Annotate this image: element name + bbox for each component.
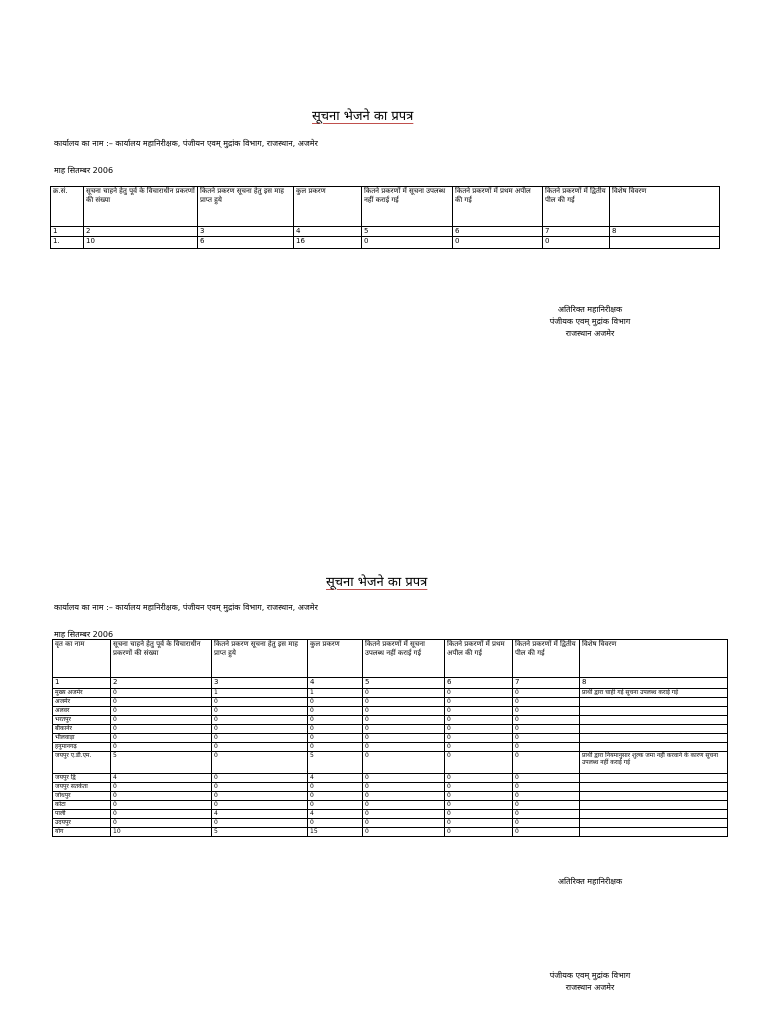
table-cell: 3: [198, 227, 294, 237]
table-row: [51, 227, 720, 237]
form2-header-cell: कितने प्रकरणों में सूचना उपलब्ध नहीं कराई गई: [363, 640, 445, 678]
table-cell: 0: [308, 725, 363, 734]
table-cell: 0: [362, 237, 453, 249]
table-cell: 4: [111, 774, 212, 783]
table-row: [53, 810, 728, 819]
table-row: [53, 698, 728, 707]
table-cell: 0: [445, 725, 513, 734]
table-cell: 0: [445, 698, 513, 707]
form1-title: सूचना भेजने का प्रपत्र: [312, 109, 414, 124]
table-cell: बीकानेर: [53, 725, 111, 734]
form1-header-cell: क्र.सं.: [51, 187, 84, 227]
table-row: [53, 734, 728, 743]
table-cell: 0: [212, 725, 308, 734]
form2-header-cell: सूचना चाहने हेतु पूर्व के विचाराधीन प्रकरणों की संख्या: [111, 640, 212, 678]
table-cell: [580, 792, 728, 801]
table-cell: 0: [513, 828, 580, 837]
table-row: [53, 801, 728, 810]
form1-header-row: [51, 187, 720, 227]
table-cell: योग: [53, 828, 111, 837]
form1-month-line: माह सितम्बर 2006: [54, 166, 114, 175]
table-row: [53, 743, 728, 752]
table-cell: 1.: [51, 237, 84, 249]
table-cell: 0: [212, 707, 308, 716]
table-cell: 15: [308, 828, 363, 837]
table-cell: [580, 810, 728, 819]
form1-header-cell: कितने प्रकरणों में द्वितीय पील की गई: [543, 187, 610, 227]
table-cell: भीलवाड़ा: [53, 734, 111, 743]
table-cell: 1: [51, 227, 84, 237]
table-cell: 0: [453, 237, 543, 249]
table-cell: 0: [363, 819, 445, 828]
table-cell: अलवर: [53, 707, 111, 716]
table-cell: 0: [111, 792, 212, 801]
table-cell: 2: [84, 227, 198, 237]
form1-header-cell: कितने प्रकरणों में प्रथम अपील की गई: [453, 187, 543, 227]
table-cell: 5: [212, 828, 308, 837]
table-cell: 0: [513, 752, 580, 774]
table-cell: 0: [513, 716, 580, 725]
table-row: [53, 783, 728, 792]
table-row: [53, 819, 728, 828]
form1-table: [50, 186, 720, 249]
table-cell: 0: [513, 698, 580, 707]
form2-header-cell: कितने प्रकरणों में प्रथम अपील की गई: [445, 640, 513, 678]
table-cell: 0: [212, 698, 308, 707]
table-cell: [580, 725, 728, 734]
table-row: [53, 678, 728, 689]
table-cell: 0: [111, 689, 212, 698]
table-cell: 0: [212, 819, 308, 828]
table-cell: 0: [363, 810, 445, 819]
table-cell: 0: [111, 810, 212, 819]
form2-header-cell: विशेष विवरण: [580, 640, 728, 678]
table-cell: 0: [212, 792, 308, 801]
table-cell: 0: [111, 707, 212, 716]
table-cell: [610, 237, 720, 249]
form1-header-cell: विशेष विवरण: [610, 187, 720, 227]
table-cell: भरतपुर: [53, 716, 111, 725]
table-cell: 0: [445, 801, 513, 810]
form1-header-cell: कितने प्रकरणों में सूचना उपलब्ध नहीं कराई गई: [362, 187, 453, 227]
table-cell: 0: [363, 828, 445, 837]
table-row: [53, 774, 728, 783]
form2-signature-bottom: [520, 970, 660, 994]
table-cell: 0: [445, 716, 513, 725]
form2-title: सूचना भेजने का प्रपत्र: [326, 575, 428, 590]
table-cell: 0: [111, 783, 212, 792]
table-cell: 0: [445, 810, 513, 819]
table-row: [53, 707, 728, 716]
table-cell: 0: [363, 689, 445, 698]
table-cell: 0: [212, 743, 308, 752]
table-cell: जयपुर ए.डी.एम.: [53, 752, 111, 774]
table-cell: 0: [445, 819, 513, 828]
signature-line: राजस्थान अजमेर: [565, 983, 615, 992]
table-cell: हनुमानगढ़: [53, 743, 111, 752]
table-cell: 0: [513, 689, 580, 698]
table-cell: 0: [363, 792, 445, 801]
table-cell: [580, 716, 728, 725]
table-cell: 0: [363, 801, 445, 810]
table-cell: 0: [445, 734, 513, 743]
table-cell: 8: [580, 678, 728, 689]
table-cell: 1: [212, 689, 308, 698]
table-cell: 0: [111, 698, 212, 707]
table-cell: 0: [513, 774, 580, 783]
table-cell: पाली: [53, 810, 111, 819]
table-cell: 0: [363, 698, 445, 707]
table-cell: 0: [308, 819, 363, 828]
table-cell: 6: [445, 678, 513, 689]
form2-month-line: माह सितम्बर 2006: [54, 630, 114, 639]
table-cell: 0: [111, 734, 212, 743]
table-cell: 4: [308, 810, 363, 819]
table-cell: 0: [308, 792, 363, 801]
table-cell: [580, 734, 728, 743]
form1-header-cell: सूचना चाहने हेतु पूर्व के विचाराधीन प्रकरणों की संख्या: [84, 187, 198, 227]
table-cell: 0: [308, 734, 363, 743]
table-cell: 0: [513, 783, 580, 792]
form2-header-cell: कितने प्रकरण सूचना हेतु इस माह प्राप्त हुये: [212, 640, 308, 678]
table-cell: 0: [212, 716, 308, 725]
table-cell: [580, 774, 728, 783]
table-cell: 0: [212, 783, 308, 792]
table-cell: 0: [212, 774, 308, 783]
table-cell: मुख्य अजमेर: [53, 689, 111, 698]
form1-header-cell: कितने प्रकरण सूचना हेतु इस माह प्राप्त हुये: [198, 187, 294, 227]
table-cell: 0: [445, 783, 513, 792]
table-cell: 0: [308, 698, 363, 707]
table-cell: जयपुर सतर्कता: [53, 783, 111, 792]
table-cell: 0: [308, 707, 363, 716]
table-cell: उदयपुर: [53, 819, 111, 828]
table-row: [53, 716, 728, 725]
table-cell: 0: [445, 743, 513, 752]
table-cell: 0: [111, 725, 212, 734]
form1-header-cell: कुल प्रकरण: [294, 187, 362, 227]
table-cell: [580, 698, 728, 707]
table-cell: 0: [513, 734, 580, 743]
table-cell: 8: [610, 227, 720, 237]
table-cell: 0: [513, 725, 580, 734]
table-cell: [580, 801, 728, 810]
signature-line: पंजीयक एवम् मुद्रांक विभाग: [549, 971, 631, 980]
table-row: [53, 792, 728, 801]
table-cell: 5: [111, 752, 212, 774]
table-cell: 5: [308, 752, 363, 774]
table-cell: 6: [198, 237, 294, 249]
table-cell: 16: [294, 237, 362, 249]
signature-line: राजस्थान अजमेर: [565, 329, 615, 338]
table-cell: 0: [212, 734, 308, 743]
table-cell: 2: [111, 678, 212, 689]
table-cell: 0: [513, 810, 580, 819]
table-cell: 0: [513, 792, 580, 801]
form2-table: [52, 639, 728, 837]
table-cell: 0: [363, 734, 445, 743]
table-cell: 0: [445, 828, 513, 837]
table-row: [51, 237, 720, 249]
table-cell: 0: [363, 707, 445, 716]
form2-header-cell: कुल प्रकरण: [308, 640, 363, 678]
table-cell: 0: [363, 752, 445, 774]
table-cell: 5: [363, 678, 445, 689]
table-cell: 1: [53, 678, 111, 689]
table-cell: 0: [363, 725, 445, 734]
table-cell: 3: [212, 678, 308, 689]
table-cell: 0: [445, 707, 513, 716]
table-cell: 0: [445, 752, 513, 774]
table-cell: [580, 819, 728, 828]
table-cell: 0: [111, 801, 212, 810]
table-cell: 4: [308, 678, 363, 689]
table-cell: 0: [513, 819, 580, 828]
table-cell: 7: [543, 227, 610, 237]
table-cell: 0: [308, 743, 363, 752]
table-cell: [580, 743, 728, 752]
table-cell: 1: [308, 689, 363, 698]
table-cell: 4: [212, 810, 308, 819]
table-row: [53, 725, 728, 734]
table-cell: 0: [445, 792, 513, 801]
table-cell: 6: [453, 227, 543, 237]
table-row: [53, 689, 728, 698]
table-cell: जोधपुर: [53, 792, 111, 801]
table-cell: 0: [212, 752, 308, 774]
table-row: [53, 752, 728, 774]
form2-signature-top: अतिरिक्त महानिरीक्षक: [557, 877, 623, 886]
table-cell: 0: [513, 743, 580, 752]
table-row: [53, 828, 728, 837]
table-cell: 0: [513, 801, 580, 810]
table-cell: [580, 828, 728, 837]
form2-header-row: [53, 640, 728, 678]
table-cell: 10: [84, 237, 198, 249]
form1-office-line: कार्यालय का नाम :– कार्यालय महानिरीक्षक, पंजीयन एवम् मुद्रांक विभाग, राजस्थान, अजमेर: [54, 139, 318, 148]
table-cell: 0: [445, 689, 513, 698]
table-cell: 0: [111, 819, 212, 828]
table-cell: 0: [308, 783, 363, 792]
table-cell: 4: [294, 227, 362, 237]
table-cell: अजमेर: [53, 698, 111, 707]
table-cell: 0: [363, 783, 445, 792]
table-cell: 7: [513, 678, 580, 689]
table-cell: 0: [543, 237, 610, 249]
table-cell: 0: [363, 743, 445, 752]
table-cell: 0: [363, 774, 445, 783]
table-cell: [580, 707, 728, 716]
table-cell: जयपुर द्वि: [53, 774, 111, 783]
table-cell: प्रार्थी द्वारा चाही गई सूचना उपलब्ध कराई गई: [580, 689, 728, 698]
table-cell: 0: [513, 707, 580, 716]
table-cell: 0: [111, 743, 212, 752]
table-cell: [580, 783, 728, 792]
table-cell: 0: [308, 716, 363, 725]
signature-line: अतिरिक्त महानिरीक्षक: [557, 305, 623, 314]
signature-line: पंजीयक एवम् मुद्रांक विभाग: [549, 317, 631, 326]
table-cell: 0: [445, 774, 513, 783]
table-cell: 0: [111, 716, 212, 725]
table-cell: 5: [362, 227, 453, 237]
table-cell: 10: [111, 828, 212, 837]
table-cell: 4: [308, 774, 363, 783]
form2-body: [53, 678, 728, 837]
form1-signature: [520, 304, 660, 340]
table-cell: 0: [212, 801, 308, 810]
table-cell: प्रार्थी द्वारा नियमानुसार शुल्क जमा नहीं करवाने के कारण सूचना उपलब्ध नहीं कराई गई: [580, 752, 728, 774]
table-cell: कोटा: [53, 801, 111, 810]
table-cell: 0: [363, 716, 445, 725]
form2-header-cell: कितने प्रकरणों में द्वितीय पील की गई: [513, 640, 580, 678]
table-cell: 0: [308, 801, 363, 810]
form2-office-line: कार्यालय का नाम :– कार्यालय महानिरीक्षक, पंजीयन एवम् मुद्रांक विभाग, राजस्थान, अजमेर: [54, 603, 318, 612]
form2-header-cell: वृत का नाम: [53, 640, 111, 678]
